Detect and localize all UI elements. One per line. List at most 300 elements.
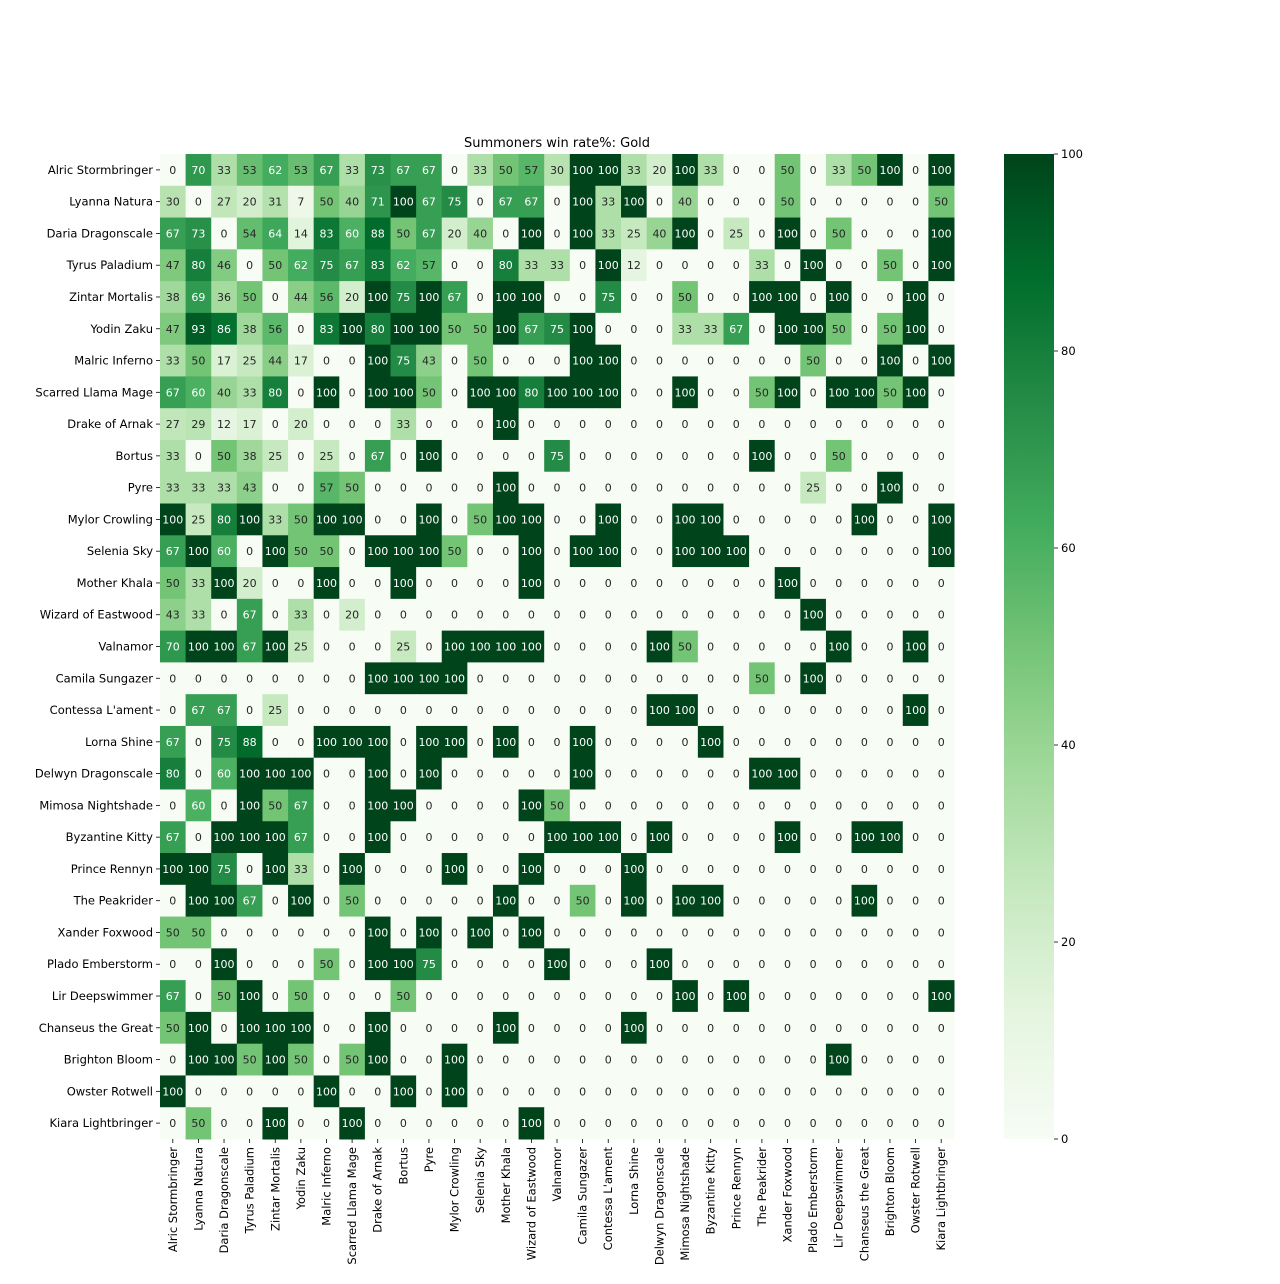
cell-value-label: 100 bbox=[213, 576, 235, 590]
cell-value-label: 33 bbox=[165, 354, 180, 368]
cell-value-label: 100 bbox=[264, 1117, 286, 1131]
cell-value-label: 0 bbox=[451, 1021, 459, 1035]
row-label: Tyrus Paladium bbox=[66, 258, 153, 273]
cell-value-label: 0 bbox=[425, 481, 433, 495]
cell-value-label: 0 bbox=[809, 894, 817, 908]
cell-value-label: 0 bbox=[194, 958, 202, 972]
cell-value-label: 0 bbox=[912, 1053, 920, 1067]
cell-value-label: 0 bbox=[297, 576, 305, 590]
cell-value-label: 100 bbox=[392, 545, 414, 559]
cell-value-label: 0 bbox=[425, 640, 433, 654]
cell-value-label: 0 bbox=[476, 958, 484, 972]
cell-value-label: 67 bbox=[165, 831, 180, 845]
cell-value-label: 0 bbox=[451, 990, 459, 1004]
cell-value-label: 0 bbox=[886, 990, 894, 1004]
cell-value-label: 100 bbox=[392, 322, 414, 336]
cell-value-label: 0 bbox=[758, 418, 766, 432]
cell-value-label: 0 bbox=[655, 354, 663, 368]
cell-value-label: 0 bbox=[886, 608, 894, 622]
cell-value-label: 0 bbox=[809, 449, 817, 463]
cell-value-label: 0 bbox=[886, 227, 894, 241]
cell-value-label: 0 bbox=[348, 799, 356, 813]
cell-value-label: 80 bbox=[191, 259, 206, 273]
cell-value-label: 0 bbox=[579, 481, 587, 495]
cell-value-label: 0 bbox=[758, 926, 766, 940]
cell-value-label: 67 bbox=[319, 163, 334, 177]
cell-value-label: 50 bbox=[934, 195, 949, 209]
cell-value-label: 0 bbox=[784, 672, 792, 686]
row-label: Prince Rennyn bbox=[70, 861, 153, 876]
cell-value-label: 0 bbox=[169, 163, 177, 177]
cell-value-label: 38 bbox=[242, 449, 257, 463]
cell-value-label: 100 bbox=[777, 322, 799, 336]
cell-value-label: 0 bbox=[655, 1021, 663, 1035]
cell-value-label: 25 bbox=[242, 354, 257, 368]
cell-value-label: 0 bbox=[784, 259, 792, 273]
cell-value-label: 0 bbox=[399, 735, 407, 749]
cell-value-label: 100 bbox=[341, 513, 363, 527]
cell-value-label: 50 bbox=[882, 386, 897, 400]
cell-value-label: 0 bbox=[681, 862, 689, 876]
cell-value-label: 30 bbox=[550, 163, 564, 177]
cell-value-label: 0 bbox=[348, 767, 356, 781]
cell-value-label: 60 bbox=[191, 799, 206, 813]
cell-value-label: 33 bbox=[473, 163, 488, 177]
cell-value-label: 100 bbox=[264, 862, 286, 876]
column-label: Wizard of Eastwood bbox=[524, 1147, 539, 1261]
cell-value-label: 100 bbox=[520, 576, 542, 590]
cell-value-label: 0 bbox=[835, 195, 843, 209]
cell-value-label: 0 bbox=[732, 481, 740, 495]
cell-value-label: 0 bbox=[886, 290, 894, 304]
cell-value-label: 88 bbox=[242, 735, 257, 749]
cell-value-label: 57 bbox=[421, 259, 436, 273]
cell-value-label: 0 bbox=[784, 545, 792, 559]
cell-value-label: 0 bbox=[271, 894, 279, 908]
row-label: Mylor Crowling bbox=[67, 512, 153, 527]
cell-value-label: 0 bbox=[579, 672, 587, 686]
cell-value-label: 100 bbox=[341, 862, 363, 876]
cell-value-label: 0 bbox=[348, 545, 356, 559]
column-label: The Peakrider bbox=[754, 1147, 769, 1227]
cell-value-label: 0 bbox=[912, 672, 920, 686]
cell-value-label: 67 bbox=[165, 386, 180, 400]
cell-value-label: 0 bbox=[604, 576, 612, 590]
cell-value-label: 44 bbox=[268, 354, 283, 368]
cell-value-label: 100 bbox=[777, 290, 799, 304]
cell-value-label: 0 bbox=[655, 862, 663, 876]
row-label: Contessa L'ament bbox=[49, 703, 153, 718]
cell-value-label: 0 bbox=[220, 926, 228, 940]
cell-value-label: 0 bbox=[476, 735, 484, 749]
cell-value-label: 0 bbox=[707, 767, 715, 781]
cell-value-label: 100 bbox=[495, 1021, 517, 1035]
cell-value-label: 0 bbox=[707, 1117, 715, 1131]
cell-value-label: 0 bbox=[476, 831, 484, 845]
cell-value-label: 100 bbox=[367, 1021, 389, 1035]
cell-value-label: 80 bbox=[268, 386, 283, 400]
cell-value-label: 0 bbox=[681, 576, 689, 590]
cell-value-label: 50 bbox=[293, 513, 308, 527]
cell-value-label: 0 bbox=[630, 449, 638, 463]
cell-value-label: 100 bbox=[367, 545, 389, 559]
cell-value-label: 43 bbox=[421, 354, 436, 368]
cell-value-label: 0 bbox=[271, 418, 279, 432]
cell-value-label: 0 bbox=[271, 290, 279, 304]
row-labels bbox=[35, 163, 160, 1130]
cell-value-label: 62 bbox=[293, 259, 308, 273]
column-label: Camila Sungazer bbox=[575, 1147, 590, 1245]
cell-value-label: 0 bbox=[297, 1117, 305, 1131]
cell-value-label: 20 bbox=[345, 290, 360, 304]
cell-value-label: 0 bbox=[809, 163, 817, 177]
cell-value-label: 0 bbox=[579, 608, 587, 622]
cell-value-label: 100 bbox=[341, 322, 363, 336]
column-label: Kiara Lightbringer bbox=[934, 1147, 949, 1251]
cell-value-label: 0 bbox=[374, 608, 382, 622]
cell-value-label: 0 bbox=[271, 990, 279, 1004]
cell-value-label: 67 bbox=[421, 195, 436, 209]
cell-value-label: 0 bbox=[732, 1021, 740, 1035]
cell-value-label: 100 bbox=[418, 767, 440, 781]
cell-value-label: 0 bbox=[937, 481, 945, 495]
row-label: Zintar Mortalis bbox=[69, 289, 153, 304]
cell-value-label: 0 bbox=[655, 449, 663, 463]
cell-value-label: 0 bbox=[886, 926, 894, 940]
cell-value-label: 17 bbox=[293, 354, 308, 368]
cell-value-label: 0 bbox=[399, 1021, 407, 1035]
cell-value-label: 100 bbox=[495, 640, 517, 654]
cell-value-label: 0 bbox=[220, 672, 228, 686]
row-label: Daria Dragonscale bbox=[46, 226, 153, 241]
cell-value-label: 0 bbox=[758, 1053, 766, 1067]
cell-value-label: 0 bbox=[886, 735, 894, 749]
cell-value-label: 0 bbox=[835, 672, 843, 686]
cell-value-label: 0 bbox=[655, 195, 663, 209]
cell-value-label: 50 bbox=[217, 990, 232, 1004]
cell-value-label: 0 bbox=[886, 418, 894, 432]
cell-value-label: 50 bbox=[498, 163, 513, 177]
cell-value-label: 100 bbox=[444, 640, 466, 654]
cell-value-label: 0 bbox=[322, 608, 330, 622]
cell-value-label: 100 bbox=[597, 545, 619, 559]
cell-value-label: 0 bbox=[297, 704, 305, 718]
cell-value-label: 100 bbox=[392, 386, 414, 400]
cell-value-label: 50 bbox=[293, 1053, 308, 1067]
cell-value-label: 0 bbox=[399, 894, 407, 908]
cell-value-label: 0 bbox=[835, 767, 843, 781]
cell-value-label: 40 bbox=[217, 386, 232, 400]
row-label: Alric Stormbringer bbox=[47, 162, 153, 177]
cell-value-label: 67 bbox=[396, 163, 411, 177]
cell-value-label: 0 bbox=[630, 958, 638, 972]
cell-value-label: 0 bbox=[681, 481, 689, 495]
column-label: Scarred Llama Mage bbox=[345, 1147, 360, 1265]
cell-value-label: 100 bbox=[315, 386, 337, 400]
cell-value-label: 0 bbox=[784, 894, 792, 908]
cell-value-label: 0 bbox=[451, 799, 459, 813]
cell-value-label: 0 bbox=[604, 418, 612, 432]
cell-value-label: 100 bbox=[495, 290, 517, 304]
cell-value-label: 0 bbox=[809, 958, 817, 972]
cell-value-label: 50 bbox=[780, 195, 795, 209]
cell-value-label: 0 bbox=[527, 1053, 535, 1067]
cell-value-label: 0 bbox=[937, 799, 945, 813]
cell-value-label: 25 bbox=[396, 640, 411, 654]
cell-value-label: 0 bbox=[835, 704, 843, 718]
cell-value-label: 0 bbox=[374, 513, 382, 527]
cell-value-label: 0 bbox=[502, 672, 510, 686]
row-label: Lir Deepswimmer bbox=[51, 989, 153, 1004]
cell-value-label: 0 bbox=[322, 799, 330, 813]
cell-value-label: 0 bbox=[937, 1053, 945, 1067]
cell-value-label: 73 bbox=[370, 163, 385, 177]
cell-value-label: 0 bbox=[630, 418, 638, 432]
cell-value-label: 0 bbox=[860, 640, 868, 654]
cell-value-label: 100 bbox=[213, 831, 235, 845]
cell-value-label: 100 bbox=[648, 958, 670, 972]
cell-value-label: 0 bbox=[784, 990, 792, 1004]
cell-value-label: 33 bbox=[524, 259, 539, 273]
cell-value-label: 100 bbox=[367, 672, 389, 686]
cell-value-label: 0 bbox=[732, 767, 740, 781]
cell-value-label: 0 bbox=[655, 672, 663, 686]
cell-value-label: 0 bbox=[655, 1053, 663, 1067]
cell-value-label: 100 bbox=[162, 513, 184, 527]
cell-value-label: 100 bbox=[264, 1053, 286, 1067]
cell-value-label: 0 bbox=[553, 195, 561, 209]
cell-value-label: 20 bbox=[242, 576, 257, 590]
cell-value-label: 0 bbox=[527, 1021, 535, 1035]
cell-value-label: 33 bbox=[550, 259, 564, 273]
cell-value-label: 100 bbox=[597, 831, 619, 845]
cell-value-label: 50 bbox=[575, 894, 590, 908]
cell-value-label: 0 bbox=[707, 449, 715, 463]
cell-value-label: 0 bbox=[425, 990, 433, 1004]
cell-value-label: 0 bbox=[707, 354, 715, 368]
cell-value-label: 100 bbox=[444, 1053, 466, 1067]
cell-value-label: 25 bbox=[268, 704, 283, 718]
cell-value-label: 0 bbox=[937, 862, 945, 876]
cell-value-label: 33 bbox=[754, 259, 769, 273]
cell-value-label: 0 bbox=[630, 290, 638, 304]
cell-value-label: 0 bbox=[630, 767, 638, 781]
cell-value-label: 0 bbox=[835, 926, 843, 940]
cell-value-label: 50 bbox=[319, 958, 334, 972]
cell-value-label: 100 bbox=[905, 322, 927, 336]
cell-value-label: 0 bbox=[374, 418, 382, 432]
cell-value-label: 0 bbox=[322, 990, 330, 1004]
cell-value-label: 0 bbox=[451, 449, 459, 463]
cell-value-label: 70 bbox=[165, 640, 180, 654]
cell-value-label: 0 bbox=[860, 926, 868, 940]
cell-value-label: 0 bbox=[322, 1053, 330, 1067]
cell-value-label: 0 bbox=[476, 259, 484, 273]
cell-value-label: 67 bbox=[421, 227, 436, 241]
cell-value-label: 100 bbox=[520, 799, 542, 813]
row-label: Mother Khala bbox=[76, 575, 153, 590]
cell-value-label: 0 bbox=[784, 926, 792, 940]
column-label: Brighton Bloom bbox=[882, 1147, 897, 1237]
cell-value-label: 0 bbox=[912, 1021, 920, 1035]
cell-value-label: 0 bbox=[937, 1021, 945, 1035]
cell-value-label: 100 bbox=[905, 704, 927, 718]
cell-value-label: 0 bbox=[655, 322, 663, 336]
cell-value-label: 0 bbox=[809, 545, 817, 559]
cell-value-label: 0 bbox=[374, 894, 382, 908]
cell-value-label: 100 bbox=[879, 163, 901, 177]
cell-value-label: 0 bbox=[809, 1085, 817, 1099]
cell-value-label: 0 bbox=[655, 608, 663, 622]
cell-value-label: 0 bbox=[322, 831, 330, 845]
cell-value-label: 67 bbox=[293, 831, 308, 845]
row-label: Malric Inferno bbox=[74, 353, 153, 368]
cell-value-label: 0 bbox=[937, 926, 945, 940]
cell-value-label: 0 bbox=[502, 545, 510, 559]
cell-value-label: 0 bbox=[886, 1053, 894, 1067]
cell-value-label: 50 bbox=[191, 1117, 206, 1131]
cell-value-label: 0 bbox=[732, 608, 740, 622]
cell-value-label: 0 bbox=[809, 290, 817, 304]
cell-value-label: 33 bbox=[703, 322, 718, 336]
cell-value-label: 50 bbox=[882, 259, 897, 273]
cell-value-label: 0 bbox=[322, 1021, 330, 1035]
cell-value-label: 100 bbox=[367, 958, 389, 972]
cell-value-label: 0 bbox=[604, 672, 612, 686]
cell-value-label: 100 bbox=[725, 990, 747, 1004]
cell-value-label: 0 bbox=[630, 513, 638, 527]
cell-value-label: 33 bbox=[217, 481, 232, 495]
cell-value-label: 0 bbox=[912, 894, 920, 908]
row-label: Brighton Bloom bbox=[63, 1052, 153, 1067]
cell-value-label: 0 bbox=[758, 322, 766, 336]
cell-value-label: 0 bbox=[579, 926, 587, 940]
cell-value-label: 100 bbox=[315, 1085, 337, 1099]
row-label: Bortus bbox=[115, 448, 153, 463]
cell-value-label: 0 bbox=[937, 767, 945, 781]
cell-value-label: 100 bbox=[828, 1053, 850, 1067]
cell-value-label: 0 bbox=[732, 449, 740, 463]
cell-value-label: 0 bbox=[425, 862, 433, 876]
cell-value-label: 0 bbox=[732, 672, 740, 686]
cell-value-label: 60 bbox=[191, 386, 206, 400]
cell-value-label: 100 bbox=[239, 831, 261, 845]
cell-value-label: 0 bbox=[194, 990, 202, 1004]
cell-value-label: 0 bbox=[374, 1117, 382, 1131]
cell-value-label: 100 bbox=[623, 195, 645, 209]
cell-value-label: 0 bbox=[271, 672, 279, 686]
cell-value-label: 0 bbox=[348, 449, 356, 463]
cell-value-label: 0 bbox=[937, 576, 945, 590]
cell-value-label: 38 bbox=[165, 290, 180, 304]
cell-value-label: 0 bbox=[527, 990, 535, 1004]
cell-value-label: 0 bbox=[425, 608, 433, 622]
cell-value-label: 0 bbox=[809, 195, 817, 209]
column-label: Contessa L'ament bbox=[601, 1147, 616, 1251]
cell-value-label: 33 bbox=[191, 481, 206, 495]
cell-value-label: 0 bbox=[732, 163, 740, 177]
cell-value-label: 57 bbox=[524, 163, 539, 177]
cell-value-label: 0 bbox=[425, 704, 433, 718]
cell-value-label: 0 bbox=[809, 576, 817, 590]
colorbar-tick-label: 40 bbox=[1061, 738, 1076, 752]
cell-value-label: 100 bbox=[700, 894, 722, 908]
cell-value-label: 100 bbox=[315, 576, 337, 590]
cell-value-label: 0 bbox=[476, 767, 484, 781]
cell-value-label: 0 bbox=[399, 862, 407, 876]
cell-value-label: 100 bbox=[187, 862, 209, 876]
cell-value-label: 0 bbox=[886, 704, 894, 718]
cell-value-label: 100 bbox=[495, 735, 517, 749]
cell-value-label: 100 bbox=[239, 513, 261, 527]
cell-value-label: 100 bbox=[572, 831, 594, 845]
cell-value-label: 0 bbox=[912, 481, 920, 495]
cell-value-label: 100 bbox=[853, 386, 875, 400]
colorbar-gradient bbox=[1004, 154, 1054, 1139]
cell-value-label: 0 bbox=[399, 767, 407, 781]
cell-value-label: 0 bbox=[476, 672, 484, 686]
cell-value-label: 0 bbox=[809, 1021, 817, 1035]
cell-value-label: 0 bbox=[604, 862, 612, 876]
cell-value-label: 33 bbox=[601, 195, 616, 209]
cell-value-label: 0 bbox=[809, 831, 817, 845]
cell-value-label: 100 bbox=[802, 259, 824, 273]
cell-value-label: 47 bbox=[165, 322, 180, 336]
cell-value-label: 100 bbox=[777, 386, 799, 400]
row-label: Delwyn Dragonscale bbox=[34, 766, 153, 781]
cell-value-label: 0 bbox=[758, 576, 766, 590]
cell-value-label: 0 bbox=[271, 958, 279, 972]
cell-value-label: 0 bbox=[374, 704, 382, 718]
column-label: Mylor Crowling bbox=[447, 1147, 462, 1233]
cell-value-label: 80 bbox=[165, 767, 180, 781]
column-label: Lir Deepswimmer bbox=[831, 1147, 846, 1249]
cell-value-label: 0 bbox=[348, 418, 356, 432]
cell-value-label: 0 bbox=[451, 1117, 459, 1131]
cell-value-label: 54 bbox=[242, 227, 257, 241]
cell-value-label: 40 bbox=[345, 195, 360, 209]
cell-value-label: 0 bbox=[835, 799, 843, 813]
cell-value-label: 0 bbox=[348, 958, 356, 972]
cell-value-label: 0 bbox=[630, 1053, 638, 1067]
cell-value-label: 27 bbox=[165, 418, 180, 432]
cell-value-label: 100 bbox=[444, 1085, 466, 1099]
cell-value-label: 100 bbox=[315, 513, 337, 527]
cell-value-label: 0 bbox=[579, 990, 587, 1004]
cell-value-label: 0 bbox=[860, 799, 868, 813]
cell-value-label: 0 bbox=[655, 481, 663, 495]
heatmap-cells bbox=[160, 154, 955, 1140]
cell-value-label: 100 bbox=[828, 640, 850, 654]
cell-value-label: 0 bbox=[527, 354, 535, 368]
cell-value-label: 0 bbox=[322, 704, 330, 718]
cell-value-label: 0 bbox=[502, 799, 510, 813]
cell-value-label: 46 bbox=[217, 259, 232, 273]
cell-value-label: 0 bbox=[348, 354, 356, 368]
cell-value-label: 0 bbox=[937, 608, 945, 622]
cell-value-label: 0 bbox=[348, 1021, 356, 1035]
cell-value-label: 33 bbox=[217, 163, 232, 177]
cell-value-label: 0 bbox=[886, 862, 894, 876]
cell-value-label: 0 bbox=[707, 259, 715, 273]
cell-value-label: 0 bbox=[271, 926, 279, 940]
cell-value-label: 0 bbox=[553, 354, 561, 368]
cell-value-label: 20 bbox=[242, 195, 257, 209]
cell-value-label: 0 bbox=[655, 513, 663, 527]
cell-value-label: 0 bbox=[476, 545, 484, 559]
cell-value-label: 100 bbox=[418, 545, 440, 559]
cell-value-label: 0 bbox=[707, 926, 715, 940]
